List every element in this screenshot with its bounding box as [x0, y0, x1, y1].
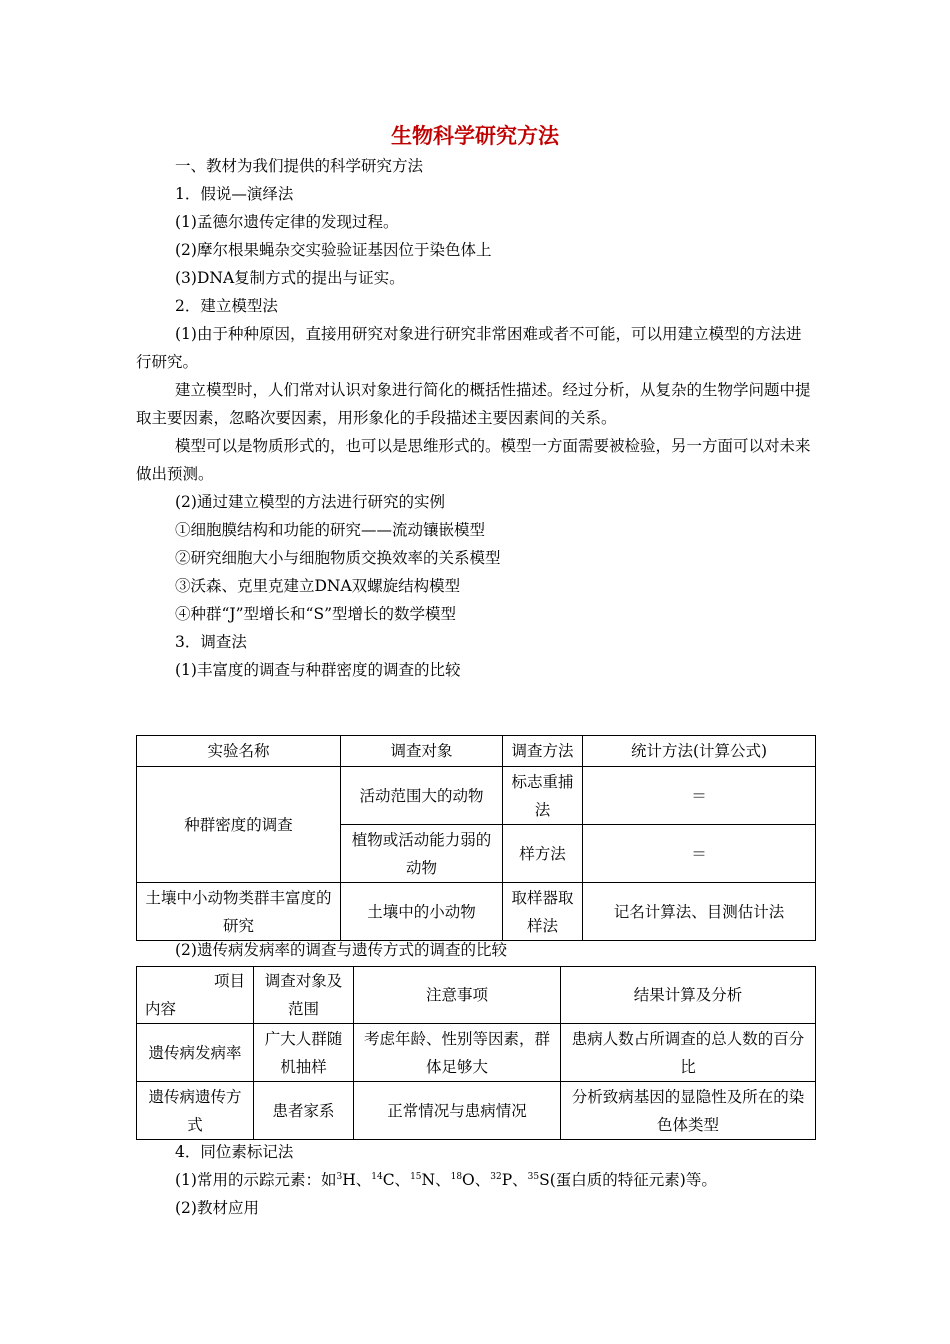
table-cell: 标志重捕法 [503, 767, 583, 825]
text: N、 [421, 1171, 451, 1189]
table-cell: 遗传病遗传方式 [137, 1082, 254, 1140]
table-cell: 土壤中的小动物 [341, 883, 503, 941]
table-corner-cell [137, 967, 254, 1024]
table-cell: 患病人数占所调查的总人数的百分比 [561, 1024, 816, 1082]
corner-label-content: 内容 [145, 1000, 177, 1018]
table-cell: 分析致病基因的显隐性及所在的染色体类型 [561, 1082, 816, 1140]
list-item: (3)DNA复制方式的提出与证实。 [175, 269, 405, 287]
table-header-cell: 调查对象 [341, 736, 503, 767]
superscript: 32 [490, 1172, 502, 1182]
table-header-cell: 统计方法(计算公式) [583, 736, 816, 767]
table-cell: 考虑年龄、性别等因素，群体足够大 [354, 1024, 561, 1082]
table-cell: 植物或活动能力弱的动物 [341, 825, 503, 883]
list-item: (2)教材应用 [175, 1199, 259, 1217]
superscript: 15 [410, 1172, 422, 1182]
list-item: ④种群“J”型增长和“S”型增长的数学模型 [175, 605, 457, 623]
list-item: ①细胞膜结构和功能的研究——流动镶嵌模型 [175, 521, 486, 539]
table-header-cell: 调查对象及范围 [254, 967, 354, 1024]
table-header-cell: 调查方法 [503, 736, 583, 767]
table-cell: ＝ [583, 767, 816, 825]
paragraph: (1)由于种种原因，直接用研究对象进行研究非常困难或者不可能，可以用建立模型的方法进行研究。 [136, 325, 802, 371]
subheading-modeling: 2．建立模型法 [175, 297, 278, 315]
table-cell: 活动范围大的动物 [341, 767, 503, 825]
superscript: 14 [371, 1172, 383, 1182]
paragraph: 建立模型时，人们常对认识对象进行简化的概括性描述。经过分析，从复杂的生物学问题中提取主要因素，忽略次要因素，用形象化的手段描述主要因素间的关系。 [136, 381, 811, 427]
text: (1)常用的示踪元素：如 [175, 1171, 337, 1189]
text: P、 [501, 1171, 528, 1189]
list-item: ③沃森、克里克建立DNA双螺旋结构模型 [175, 577, 461, 595]
survey-comparison-table [136, 735, 816, 941]
text: O、 [462, 1171, 491, 1189]
subheading-isotope-labeling: 4．同位素标记法 [175, 1143, 294, 1161]
section-heading-1: 一、教材为我们提供的科学研究方法 [175, 157, 424, 175]
table-cell: 正常情况与患病情况 [354, 1082, 561, 1140]
paragraph: 模型可以是物质形式的，也可以是思维形式的。模型一方面需要被检验，另一方面可以对未来做出预测。 [136, 437, 811, 483]
text: S(蛋白质的特征元素)等。 [539, 1171, 717, 1189]
list-item: (1)孟德尔遗传定律的发现过程。 [175, 213, 399, 231]
list-item: (2)通过建立模型的方法进行研究的实例 [175, 493, 445, 511]
genetic-disease-survey-table [136, 966, 816, 1140]
table-cell: 样方法 [503, 825, 583, 883]
text: C、 [382, 1171, 411, 1189]
list-item-tracer-elements [175, 1166, 855, 1194]
page-title: 生物科学研究方法 [391, 124, 559, 148]
list-item: ②研究细胞大小与细胞物质交换效率的关系模型 [175, 549, 501, 567]
list-item: (1)丰富度的调查与种群密度的调查的比较 [175, 661, 461, 679]
subheading-hypothesis-deduction: 1．假说—演绎法 [175, 185, 294, 203]
table-header-cell: 结果计算及分析 [561, 967, 816, 1024]
subheading-survey: 3．调查法 [175, 633, 247, 651]
superscript: 35 [527, 1172, 540, 1182]
text: H、 [342, 1171, 372, 1189]
table-header-cell: 实验名称 [137, 736, 341, 767]
superscript: 3 [336, 1172, 343, 1182]
table-cell: 广大人群随机抽样 [254, 1024, 354, 1082]
list-item: (2)遗传病发病率的调查与遗传方式的调查的比较 [175, 941, 507, 959]
superscript: 18 [450, 1172, 463, 1182]
table-header-cell: 注意事项 [354, 967, 561, 1024]
table-cell: 遗传病发病率 [137, 1024, 254, 1082]
table-cell: 记名计算法、目测估计法 [583, 883, 816, 941]
table-cell: ＝ [583, 825, 816, 883]
table-cell: 患者家系 [254, 1082, 354, 1140]
table-cell: 土壤中小动物类群丰富度的研究 [137, 883, 341, 941]
table-cell: 种群密度的调查 [137, 767, 341, 883]
list-item: (2)摩尔根果蝇杂交实验验证基因位于染色体上 [175, 241, 492, 259]
corner-label-item: 项目 [213, 972, 245, 990]
table-cell: 取样器取样法 [503, 883, 583, 941]
